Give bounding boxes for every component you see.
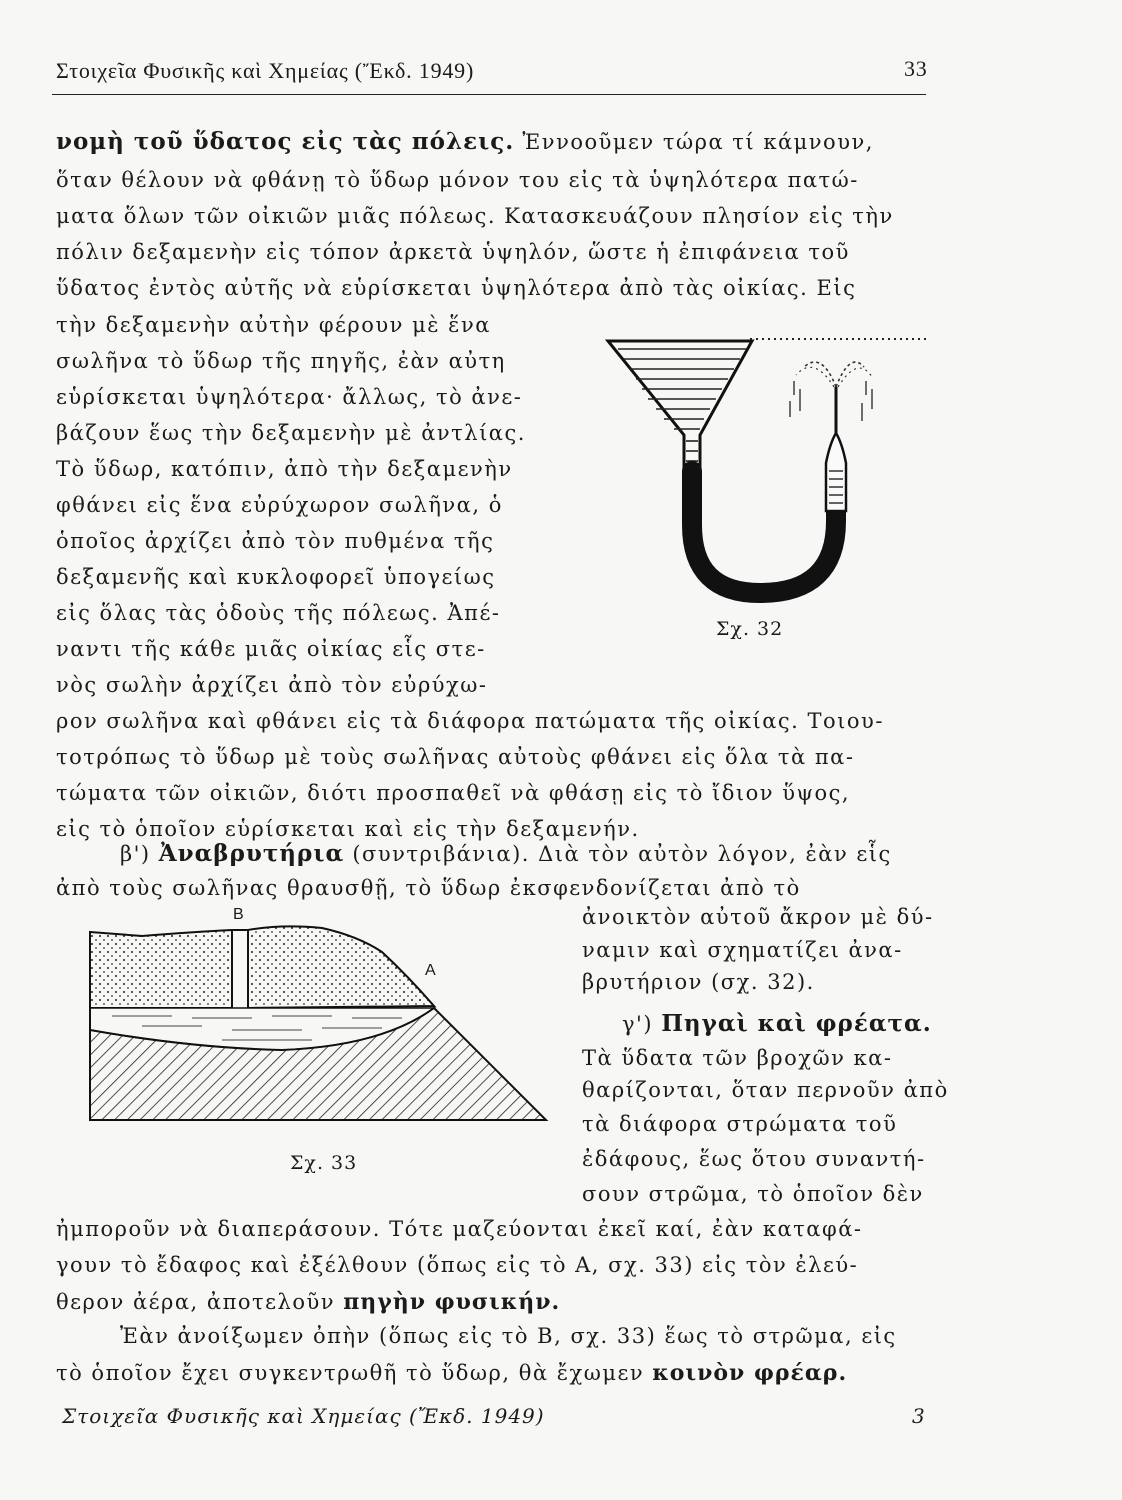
- subsection-heading-springs-wells: Πηγαὶ καὶ φρέατα.: [661, 1010, 932, 1037]
- paragraph-line: β') Ἀναβρυτήρια (συντριβάνια). Διὰ τὸν αὐτὸν λόγον, ἐὰν εἷς: [120, 840, 892, 867]
- paragraph-line: θαρίζονται, ὅταν περνοῦν ἀπὸ: [582, 1078, 949, 1102]
- header-rule: [52, 94, 926, 95]
- paragraph-line: τὸ ὁποῖον ἔχει συγκεντρωθῆ τὸ ὕδωρ, θὰ ἔχωμεν κοινὸν φρέαρ.: [56, 1360, 848, 1386]
- page-number: 33: [904, 56, 928, 81]
- paragraph-line: Ἐὰν ἀνοίξωμεν ὀπὴν (ὅπως εἰς τὸ Β, σχ. 33) ἕως τὸ στρῶμα, εἰς: [120, 1324, 897, 1348]
- paragraph-line: φθάνει εἰς ἕνα εὐρύχωρον σωλῆνα, ὁ: [56, 493, 503, 517]
- running-header-title: Στοιχεῖα Φυσικῆς καὶ Χημείας (Ἔκδ. 1949): [56, 58, 475, 83]
- paragraph-line: σουν στρῶμα, τὸ ὁποῖον δὲν: [582, 1182, 924, 1206]
- paragraph-line: Τὰ ὕδατα τῶν βροχῶν κα-: [582, 1046, 893, 1070]
- paragraph-line: νομὴ τοῦ ὕδατος εἰς τὰς πόλεις. Ἐννοοῦμεν τώρα τί κάμνουν,: [56, 128, 874, 155]
- paragraph-line: δεξαμενῆς καὶ κυκλοφορεῖ ὑπογείως: [56, 565, 496, 589]
- paragraph-line: ἠμποροῦν νὰ διαπεράσουν. Τότε μαζεύονται ἐκεῖ καί, ἐὰν καταφά-: [56, 1217, 863, 1241]
- paragraph-line: ἀπὸ τοὺς σωλῆνας θραυσθῇ, τὸ ὕδωρ ἐκσφενδονίζεται ἀπὸ τὸ: [56, 876, 801, 900]
- subsection-heading-fountains: Ἀναβρυτήρια: [158, 840, 345, 867]
- figure-33-spring-well-diagram: [82, 910, 552, 1130]
- paragraph-line: ἀνοικτὸν αὐτοῦ ἄκρον μὲ δύ-: [582, 905, 934, 929]
- footer-title: Στοιχεῖα Φυσικῆς καὶ Χημείας (Ἔκδ. 1949): [62, 1404, 545, 1428]
- paragraph-line: εὑρίσκεται ὑψηλότερα· ἄλλως, τὸ ἀνε-: [56, 385, 523, 409]
- term-natural-spring: πηγὴν φυσικήν.: [343, 1289, 561, 1315]
- paragraph-line: γουν τὸ ἔδαφος καὶ ἐξέλθουν (ὅπως εἰς τὸ Α, σχ. 33) εἰς τὸν ἐλεύ-: [56, 1253, 859, 1277]
- paragraph-line: ἐδάφους, ἕως ὅτου συναντή-: [582, 1147, 926, 1171]
- figure-33-label-b: B: [233, 906, 246, 923]
- paragraph-line: ματα ὅλων τῶν οἰκιῶν μιᾶς πόλεως. Κατασκευάζουν πλησίον εἰς τὴν: [56, 204, 894, 228]
- figure-32-fountain-diagram: [600, 325, 930, 625]
- paragraph-line: γ') Πηγαὶ καὶ φρέατα.: [622, 1010, 932, 1037]
- paragraph-line: σωλῆνα τὸ ὕδωρ τῆς πηγῆς, ἐὰν αὐτη: [56, 349, 506, 373]
- paragraph-line: ρον σωλῆνα καὶ φθάνει εἰς τὰ διάφορα πατώματα τῆς οἰκίας. Τοιου-: [56, 709, 884, 733]
- paragraph-line: ναντι τῆς κάθε μιᾶς οἰκίας εἷς στε-: [56, 637, 486, 661]
- paragraph-line: θερον ἀέρα, ἀποτελοῦν πηγὴν φυσικήν.: [56, 1289, 561, 1315]
- term-common-well: κοινὸν φρέαρ.: [652, 1360, 848, 1386]
- paragraph-line: εἰς ὅλας τὰς ὁδοὺς τῆς πόλεως. Ἀπέ-: [56, 601, 501, 625]
- figure-33-label-a: A: [425, 962, 438, 979]
- paragraph-line: πόλιν δεξαμενὴν εἰς τόπον ἀρκετὰ ὑψηλόν, ὥστε ἡ ἐπιφάνεια τοῦ: [56, 240, 850, 264]
- signature-mark: 3: [912, 1404, 926, 1428]
- paragraph-line: τὴν δεξαμενὴν αὐτὴν φέρουν μὲ ἕνα: [56, 313, 491, 337]
- paragraph-line: τὰ διάφορα στρώματα τοῦ: [582, 1112, 898, 1136]
- section-heading-continued: νομὴ τοῦ ὕδατος εἰς τὰς πόλεις.: [56, 128, 515, 155]
- paragraph-line: ὕδατος ἐντὸς αὐτῆς νὰ εὑρίσκεται ὑψηλότερα ἀπὸ τὰς οἰκίας. Εἰς: [56, 276, 857, 300]
- paragraph-line: βρυτήριον (σχ. 32).: [582, 970, 815, 994]
- paragraph-line: βάζουν ἕως τὴν δεξαμενὴν μὲ ἀντλίας.: [56, 421, 526, 445]
- paragraph-line: ὅταν θέλουν νὰ φθάνῃ τὸ ὕδωρ μόνον του εἰς τὰ ὑψηλότερα πατώ-: [56, 168, 859, 192]
- paragraph-line: τώματα τῶν οἰκιῶν, διότι προσπαθεῖ νὰ φθάσῃ εἰς τὸ ἴδιον ὕψος,: [56, 781, 851, 805]
- paragraph-line: ὁποῖος ἀρχίζει ἀπὸ τὸν πυθμένα τῆς: [56, 529, 495, 553]
- paragraph-line: Τὸ ὕδωρ, κατόπιν, ἀπὸ τὴν δεξαμενὴν: [56, 457, 513, 481]
- paragraph-line: νὸς σωλὴν ἀρχίζει ἀπὸ τὸν εὐρύχω-: [56, 673, 488, 697]
- figure-32-caption: Σχ. 32: [716, 618, 784, 640]
- paragraph-line: ναμιν καὶ σχηματίζει ἀνα-: [582, 938, 903, 962]
- figure-33-caption: Σχ. 33: [290, 1152, 358, 1174]
- paragraph-line: εἰς τὸ ὁποῖον εὑρίσκεται καὶ εἰς τὴν δεξαμενήν.: [56, 817, 640, 841]
- paragraph-line: τοτρόπως τὸ ὕδωρ μὲ τοὺς σωλῆνας αὐτοὺς φθάνει εἰς ὅλα τὰ πα-: [56, 745, 855, 769]
